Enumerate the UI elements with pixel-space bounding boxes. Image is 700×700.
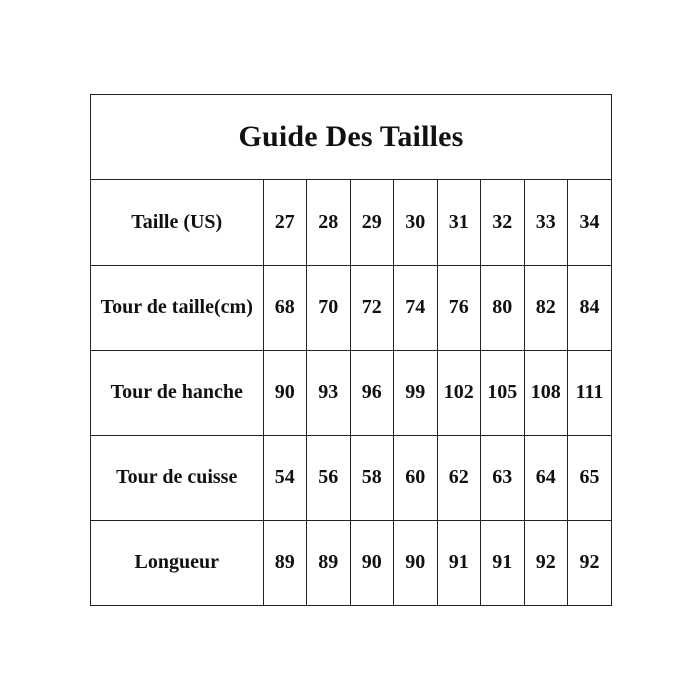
table-cell: 54	[263, 435, 307, 520]
size-table	[91, 180, 611, 605]
table-row-tour-de-cuisse	[91, 435, 611, 520]
table-cell: 89	[307, 520, 351, 605]
table-cell: 65	[568, 435, 612, 520]
table-cell: 31	[437, 180, 481, 265]
row-label: Tour de taille(cm)	[91, 265, 263, 350]
table-row-tour-de-hanche	[91, 350, 611, 435]
table-cell: 92	[579, 551, 600, 574]
table-row-taille-us	[91, 180, 611, 265]
row-label: Tour de cuisse	[91, 435, 263, 520]
table-row-longueur	[91, 520, 611, 605]
table-cell: 72	[350, 265, 394, 350]
row-label: Longueur	[91, 520, 263, 605]
table-cell: 108	[524, 350, 568, 435]
table-cell: 102	[437, 350, 481, 435]
table-cell: 74	[394, 265, 438, 350]
table-cell: 27	[263, 180, 307, 265]
table-cell: 91	[481, 520, 525, 605]
table-cell: 60	[394, 435, 438, 520]
table-cell: 82	[524, 265, 568, 350]
table-cell: 90	[394, 520, 438, 605]
table-cell: 93	[307, 350, 351, 435]
table-row-tour-de-taille-cm	[91, 265, 611, 350]
table-cell: 32	[481, 180, 525, 265]
page-title: Guide Des Tailles	[91, 95, 611, 180]
table-cell: 58	[350, 435, 394, 520]
size-table-body	[91, 180, 611, 605]
table-cell: 29	[350, 180, 394, 265]
table-cell: 34	[568, 180, 612, 265]
table-cell: 84	[568, 265, 612, 350]
table-cell: 90	[350, 520, 394, 605]
table-cell: 70	[307, 265, 351, 350]
table-cell: 76	[437, 265, 481, 350]
table-cell: 63	[481, 435, 525, 520]
table-cell: 30	[394, 180, 438, 265]
table-cell: 89	[263, 520, 307, 605]
table-cell: 33	[524, 180, 568, 265]
table-cell: 99	[394, 350, 438, 435]
table-cell: 96	[350, 350, 394, 435]
table-cell: 80	[481, 265, 525, 350]
row-label: Taille (US)	[91, 180, 263, 265]
table-cell: 62	[437, 435, 481, 520]
table-cell: 91	[437, 520, 481, 605]
table-cell: 92	[524, 520, 568, 605]
table-cell: 90	[263, 350, 307, 435]
table-cell: 28	[307, 180, 351, 265]
row-label: Tour de hanche	[91, 350, 263, 435]
table-cell: 105	[481, 350, 525, 435]
size-guide-table-container	[90, 94, 612, 606]
table-cell: 111	[568, 350, 612, 435]
table-cell: 64	[524, 435, 568, 520]
table-cell: 68	[263, 265, 307, 350]
table-cell: 56	[307, 435, 351, 520]
